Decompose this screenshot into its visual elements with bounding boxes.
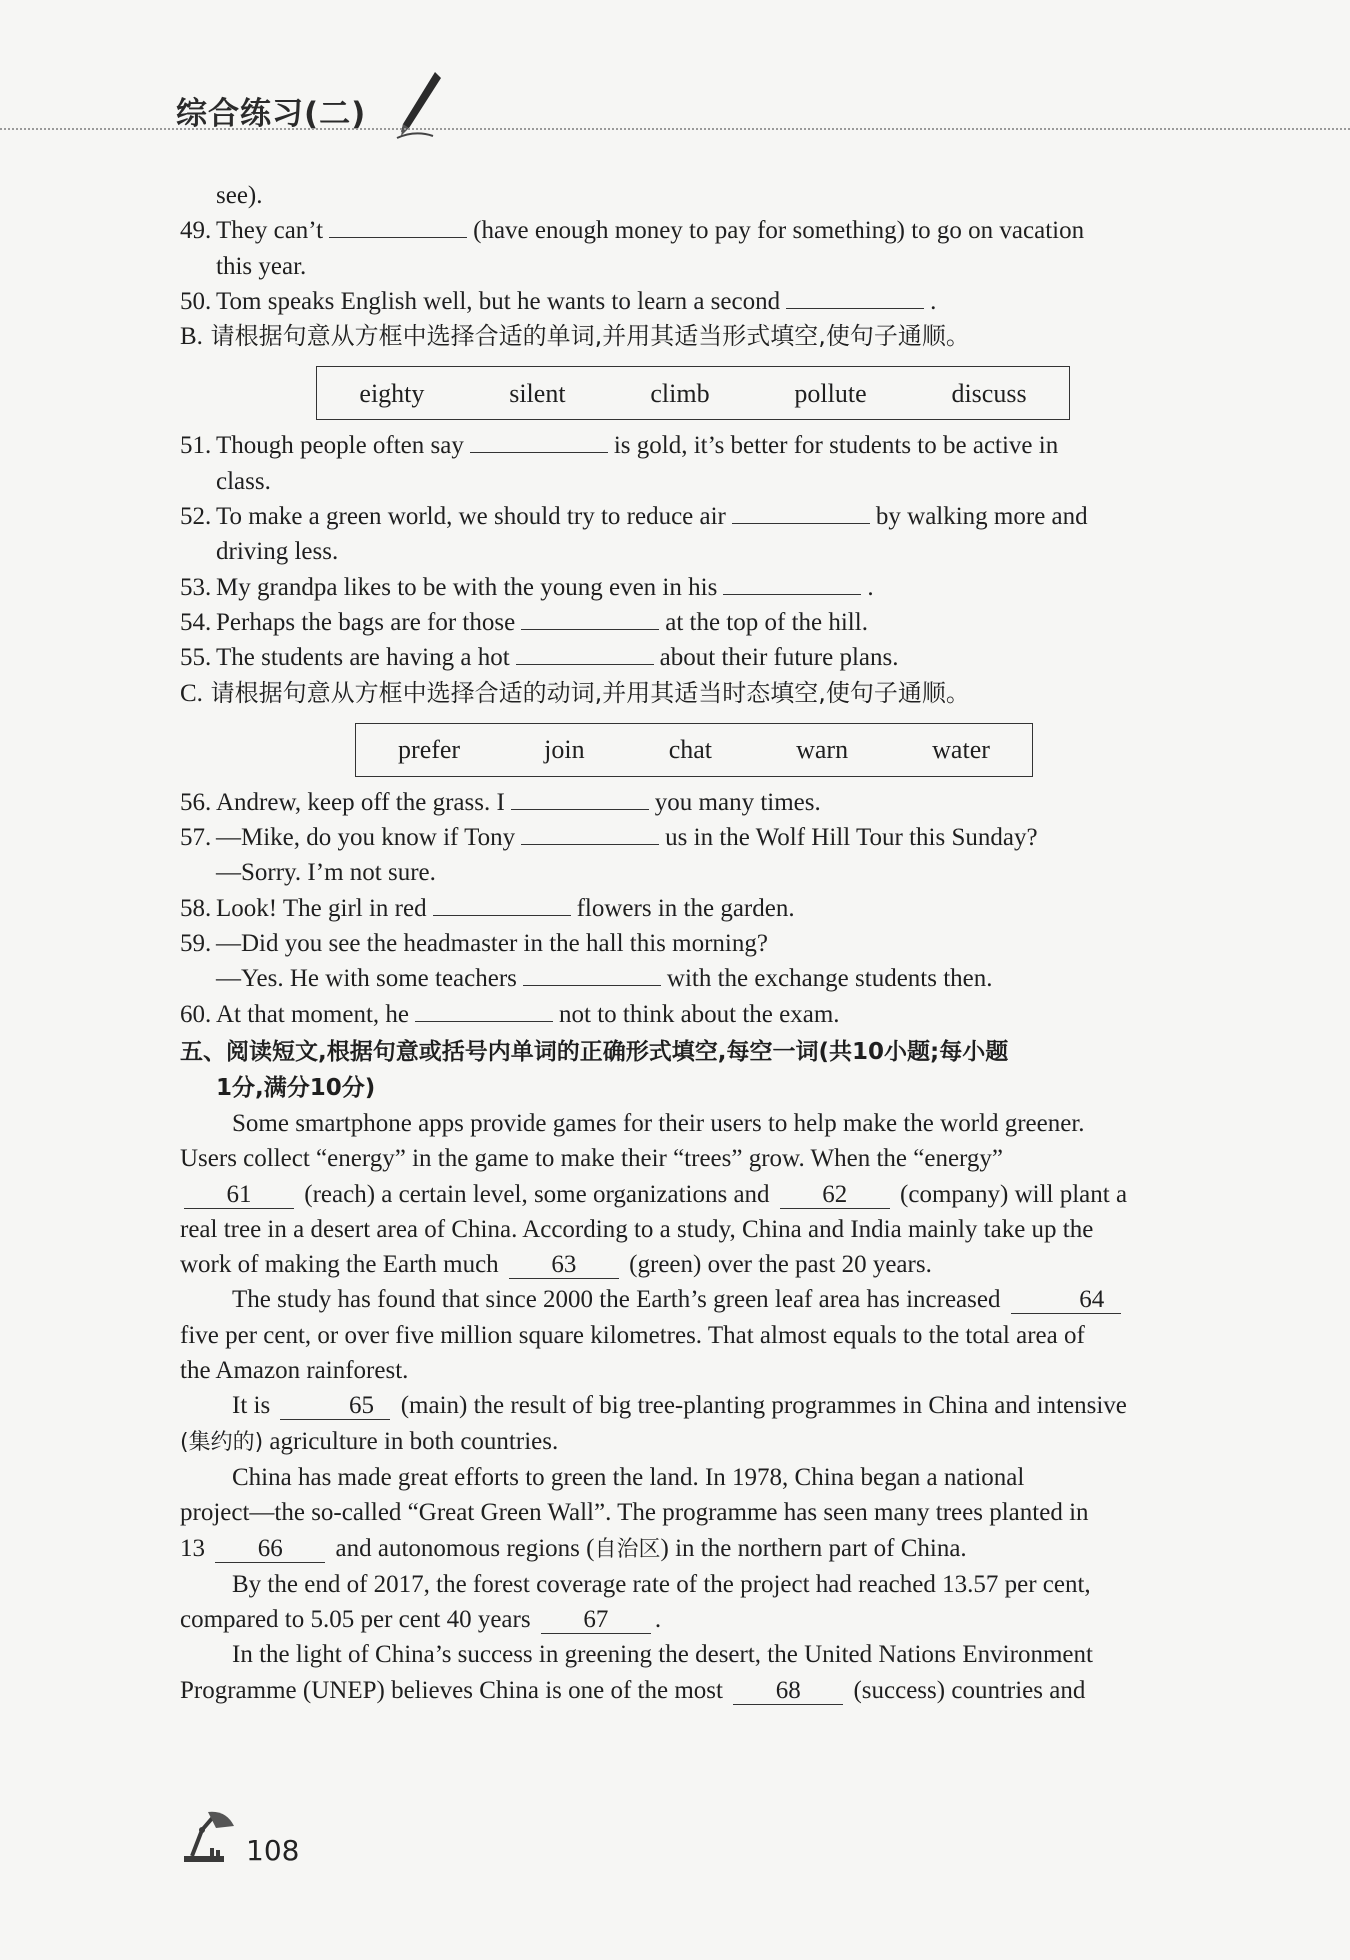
answer-blank[interactable] (521, 822, 659, 845)
page-number: 108 (246, 1834, 300, 1867)
passage-blank[interactable]: 63 (509, 1252, 619, 1279)
pen-icon (395, 70, 445, 142)
question-51: 51. Though people often say is gold, it’s better for students to be active in class. (180, 432, 1059, 495)
word-bank-item: discuss (951, 378, 1027, 408)
word-bank-item: water (932, 735, 990, 765)
answer-blank[interactable] (511, 787, 649, 810)
passage-blank[interactable]: 61 (184, 1182, 294, 1209)
word-bank-b (316, 366, 1070, 420)
word-bank-item: join (544, 735, 585, 765)
passage-blank[interactable]: 65 (280, 1393, 390, 1420)
answer-blank[interactable] (415, 999, 553, 1022)
header-divider (0, 128, 1350, 130)
question-53: 53. My grandpa likes to be with the young even in his . (180, 573, 874, 601)
passage-blank[interactable]: 67 (541, 1607, 651, 1634)
passage-blank[interactable]: 64 (1011, 1287, 1121, 1314)
question-57: 57. —Mike, do you know if Tony us in the Wolf Hill Tour this Sunday? —Sorry. I’m not sure. (180, 824, 1038, 887)
question-49: 49. They can’t (have enough money to pay for something) to go on vacation this year. (180, 217, 1085, 280)
answer-blank[interactable] (516, 642, 654, 665)
page-header (0, 70, 1350, 140)
question-59: 59. —Did you see the headmaster in the hall this morning? —Yes. He with some teachers with the exchange students then. (180, 930, 993, 993)
question-54: 54. Perhaps the bags are for those at the top of the hill. (180, 608, 868, 636)
page-footer (180, 1810, 480, 1870)
answer-blank[interactable] (521, 607, 659, 630)
question-52: 52. To make a green world, we should try to reduce air by walking more and driving less. (180, 503, 1088, 566)
reading-passage: Some smartphone apps provide games for their users to help make the world greener. Users collect “energy” in the game to make their “trees” grow. When the “energy” 61 (reach) a certain level, some organizations and 62 (company) will plant a real tree in a desert area of China. According to a study, China and India mainly take up the work of making the Earth much 63 (green) over the past 20 years. The study has found that since 2000 the Earth’s green leaf area has increased 64 five per cent, or over five million square kilometres. That almost equals to the total area of the Amazon rainforest. It is 65 (main) the result of big tree-planting programmes in China and intensive (集约的) agriculture in both countries. China has made great efforts to green the land. In 1978, China began a national project—the so-called “Great Green Wall”. The programme has seen many trees planted in 13 66 and autonomous regions (自治区) in the northern part of China. By the end of 2017, the forest coverage rate of the project had reached 13.57 per cent, compared to 5.05 per cent 40 years 67 . In the light of China’s success in greening the desert, the United Nations Environment Programme (UNEP) believes China is one of the most 68 (success) countries and (180, 1109, 1128, 1704)
part-c-heading: C. 请根据句意从方框中选择合适的动词,并用其适当时态填空,使句子通顺。 (180, 678, 970, 707)
passage-blank[interactable]: 62 (780, 1182, 890, 1209)
answer-blank[interactable] (433, 893, 571, 916)
answer-blank[interactable] (470, 430, 608, 453)
desk-lamp-icon (180, 1810, 240, 1866)
word-bank-item: silent (509, 378, 566, 408)
question-56: 56. Andrew, keep off the grass. I you many times. (180, 788, 821, 816)
exercise-content (180, 178, 1220, 1708)
word-bank-item: prefer (398, 735, 461, 765)
word-bank-item: eighty (359, 378, 425, 408)
question-60: 60. At that moment, he not to think about the exam. (180, 1000, 840, 1028)
part-b-heading: B. 请根据句意从方框中选择合适的单词,并用其适当形式填空,使句子通顺。 (180, 322, 970, 351)
section-5-heading: 五、阅读短文,根据句意或括号内单词的正确形式填空,每空一词(共10小题;每小题 1分,满分10分) (180, 1038, 1009, 1101)
word-bank-item: climb (650, 378, 710, 408)
word-bank-item: chat (668, 735, 713, 765)
word-bank-item: warn (796, 735, 849, 765)
answer-blank[interactable] (523, 963, 661, 986)
word-bank-item: pollute (794, 378, 867, 408)
question-50: 50. Tom speaks English well, but he wants to learn a second . (180, 287, 937, 315)
question-55: 55. The students are having a hot about their future plans. (180, 644, 899, 672)
question-48-continuation: see). (216, 182, 263, 209)
answer-blank[interactable] (786, 286, 924, 309)
page-title: 综合练习(二) (176, 96, 367, 132)
passage-blank[interactable]: 66 (215, 1536, 325, 1563)
answer-blank[interactable] (329, 215, 467, 238)
answer-blank[interactable] (732, 501, 870, 524)
question-58: 58. Look! The girl in red flowers in the garden. (180, 894, 795, 922)
passage-blank[interactable]: 68 (733, 1678, 843, 1705)
answer-blank[interactable] (723, 572, 861, 595)
word-bank-c (355, 723, 1033, 777)
